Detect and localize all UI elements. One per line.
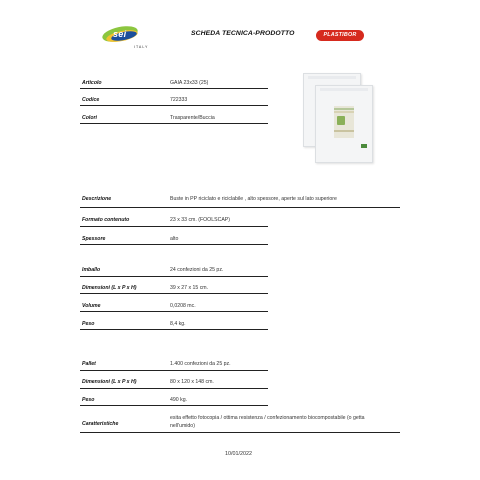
- value-dimensioni-imballo: 39 x 27 x 15 cm.: [170, 285, 209, 291]
- row-divider: [80, 244, 268, 245]
- product-image: [303, 73, 373, 163]
- label-articolo: Articolo: [82, 80, 102, 86]
- label-volume: Volume: [82, 303, 101, 309]
- value-articolo: GAIA 23x33 (25): [170, 80, 209, 86]
- label-descrizione: Descrizione: [82, 196, 112, 202]
- value-peso-imballo: 8,4 kg.: [170, 321, 186, 327]
- label-codice: Codice: [82, 97, 100, 103]
- value-pallet: 1.400 confezioni da 25 pz.: [170, 361, 231, 367]
- label-peso-pallet: Peso: [82, 397, 95, 403]
- value-volume: 0,0208 mc.: [170, 303, 196, 309]
- row-divider: [80, 405, 268, 406]
- label-pallet: Pallet: [82, 361, 96, 367]
- value-caratteristiche-line2: nell'umido): [170, 423, 195, 429]
- label-dimensioni-pallet: Dimensioni (L x P x H): [82, 379, 137, 385]
- row-divider: [80, 311, 268, 312]
- row-divider: [80, 388, 268, 389]
- row-divider: [80, 123, 268, 124]
- sei-logo: [100, 23, 152, 53]
- row-divider: [80, 88, 268, 89]
- row-divider: [80, 276, 268, 277]
- sei-logo-subtitle: ITALY: [134, 45, 149, 49]
- row-divider: [80, 329, 268, 330]
- value-dimensioni-pallet: 80 x 120 x 148 cm.: [170, 379, 214, 385]
- row-divider: [80, 207, 400, 208]
- sei-logo-word: sei: [113, 29, 127, 39]
- row-divider: [80, 432, 400, 433]
- plastibor-logo-text: PLASTIBOR: [323, 32, 357, 38]
- value-peso-pallet: 490 kg.: [170, 397, 188, 403]
- label-caratteristiche: Caratteristiche: [82, 421, 119, 427]
- label-dimensioni-imballo: Dimensioni (L x P x H): [82, 285, 137, 291]
- label-imballo: Imballo: [82, 267, 101, 273]
- value-caratteristiche-line1: esita effetto fotocopia / ottima resistenza / confezionamento biocompostabile (o getta: [170, 415, 365, 421]
- label-spessore: Spessore: [82, 236, 106, 242]
- label-colori: Colori: [82, 115, 97, 121]
- footer-date: 10/01/2022: [225, 451, 252, 457]
- label-peso-imballo: Peso: [82, 321, 95, 327]
- product-pouch-front: [315, 85, 373, 163]
- value-imballo: 24 confezioni da 25 pz.: [170, 267, 224, 273]
- value-colori: Trasparente/Buccia: [170, 115, 215, 121]
- row-divider: [80, 370, 268, 371]
- value-formato-contenuto: 23 x 33 cm. (FOOLSCAP): [170, 217, 230, 223]
- page-title: SCHEDA TECNICA-PRODOTTO: [191, 30, 295, 37]
- value-spessore: alto: [170, 236, 179, 242]
- row-divider: [80, 293, 268, 294]
- plastibor-logo: [316, 30, 364, 41]
- value-descrizione: Buste in PP riciclato e riciclabile , alto spessore, aperte sul lato superiore: [170, 196, 337, 202]
- row-divider: [80, 226, 268, 227]
- label-formato-contenuto: Formato contenuto: [82, 217, 130, 223]
- value-codice: 722333: [170, 97, 188, 103]
- row-divider: [80, 105, 268, 106]
